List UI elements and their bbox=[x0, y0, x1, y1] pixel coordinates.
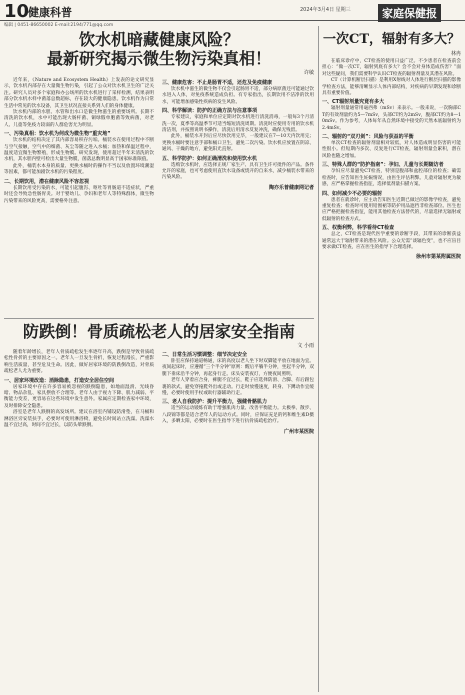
paragraph: 饮水机中滋生的微生物不仅会引起肠胃不适，部分病原菌还可能通过饮水进入人体，对免疫系统造成负担。有专家指出，长期饮用不洁净的饮用水，可能增加感染性疾病的发生风险。 bbox=[162, 87, 314, 105]
paragraph: 单次CT检查的辐射剂量相对较低，对人体造成明显伤害的可能性很小。但短期内多次、反复进行CT检查，辐射剂量会累积，潜在风险也随之增加。 bbox=[322, 141, 461, 159]
section-title-right: 家庭保健报 bbox=[378, 4, 441, 22]
paragraph: 辐射剂量通常用毫西弗（mSv）来表示。一般来说，一次胸部CT的有效剂量约为5—7mSv，头部CT约为2mSv，腹部CT约为8—10mSv。作为参考，人体每年从自然环境中接受的天然本底辐射约为2.4mSv。 bbox=[322, 106, 461, 131]
subheading: 四、如何减少不必要的辐射 bbox=[322, 190, 383, 197]
subheading: 三、健康危害：不止是肠胃不适，还危及免疫健康 bbox=[162, 80, 273, 86]
paragraph: 卧室应保持通道畅通，床的高度以老人坐下时双脚能平放在地面为宜。夜间起床时，应遵循“三个半分钟”原则：醒后平躺半分钟，坐起半分钟，双腿下垂床沿半分钟，再起身行走。床头安装夜灯，方便夜间照明。 bbox=[162, 359, 314, 377]
article-ct bbox=[322, 30, 461, 692]
subheading: 一、CT辐射剂量究竟有多大 bbox=[322, 99, 385, 106]
subheading: 二、长期饮用，潜在健康风险不容忽视 bbox=[4, 178, 90, 185]
editors-line: 编辑 | 0451-86650002 E-mail:2194/771@qq.com bbox=[4, 23, 114, 28]
subheading: 一、居家环境改造：消除隐患，打造安全居住空间 bbox=[4, 377, 115, 384]
paragraph: 在临床诊疗中，CT检查的使用日益广泛。不少患者在检查前会担心：“做一次CT，辐射到底有多大？会不会对身体造成伤害？”面对这些疑问，我们需要科学认识CT检查的辐射剂量及其潜在风险。 bbox=[322, 59, 461, 77]
article-water-title-2: 最新研究揭示微生物污染真相！ bbox=[46, 49, 271, 68]
paragraph: 此外，桶装水开封后应尽快饮用完毕，一般建议在7—10天内饮用完；更换水桶时要注意手部和桶口卫生，避免二次污染。饮水机应放置在阴凉、通风、干燥的地方，避免阳光直射。 bbox=[162, 134, 314, 153]
paragraph: 饮水机的结构决定了其内部容易积存污垢。桶装水在使用过程中不断与空气接触，空气中的细菌、灰尘等随之进入水桶；加热和保温过程中，温度适宜微生物繁殖，形成生物膜。研究发现，使用超过半年未清洗的饮水机，其水胆内壁可检出大量生物膜，菌落总数明显高于国家标准限值。 bbox=[4, 138, 154, 163]
page-number: 10 bbox=[4, 1, 30, 22]
paragraph: 总之，CT检查是现代医学重要的诊断手段，其带来的诊断获益通常远大于辐射带来的潜在风险。公众无需“谈辐色变”，也不应盲目要求做CT检查，应在医生的指导下合理选择。 bbox=[322, 232, 461, 250]
subheading: 三、老人自我防护：提升平衡力，强健骨骼肌力 bbox=[162, 399, 268, 406]
paragraph: 选购饮水机时，应选择正规厂家生产、具有卫生许可批件的产品。条件允许的家庭，也可考虑使用直饮水设备或烧开的自来水，减少桶装水带来的污染风险。 bbox=[162, 162, 314, 181]
article-water-author: 许敏 bbox=[303, 70, 314, 76]
subheading: 二、辐射的“双刃剑”：风险与获益的平衡 bbox=[322, 134, 414, 141]
paragraph: 饮水机内部的水胆、水管和出水口是微生物滋生的重要场所。长期不清洗的饮水机，水中可能出现大肠杆菌、铜绿假单胞菌等致病菌，对老人、儿童等免疫力较弱的人群危害尤为明显。 bbox=[4, 110, 154, 128]
article-falls-col1 bbox=[4, 350, 154, 429]
paragraph: 随着年龄增长，老年人骨质疏松发生率逐年升高，跌倒是导致骨质疏松性骨折的主要原因之一。老年人一旦发生骨折，恢复过程漫长，严重影响生活质量，甚至危及生命。因此，做好居家环境的防跌倒改造，对骨质疏松老人尤为重要。 bbox=[4, 350, 154, 375]
article-falls-title: 防跌倒！骨质疏松老人的居家安全指南 bbox=[22, 322, 295, 341]
article-falls-author: 文 小雨 bbox=[297, 343, 314, 349]
article-ct-author: 林冉 bbox=[450, 51, 461, 57]
article-water-title-1: 饮水机暗藏健康风险？ bbox=[78, 30, 239, 49]
date-line: 2024年3月4日 星期三 bbox=[300, 7, 351, 13]
subheading: 五、科学防护：如何正确清洗和使用饮水机 bbox=[162, 155, 258, 162]
paragraph: 近年来，《Nature and Ecosystem Health》上发表的论文研究显示，饮水机内部存在大量微生物污染，引起了公众对饮水机卫生的广泛关注。研究人员对多个家庭和办公场所的饮水机进行了采样检测，结果表明部分饮水机水样中菌落总数超标，存在较大的健康隐患。饮水机作为日常生活中常见的饮水设备，其卫生状况直接关系到人们的身体健康。 bbox=[4, 78, 154, 109]
paragraph: 专家建议，家庭和单位应定期对饮水机进行清洗消毒，一般每3个月清洗一次，夏季等高温季节可适当缩短清洗周期。清洗时应使用专用的饮水机清洁剂，并按照说明书操作，清洗后用清水反复冲洗，确保无残留。 bbox=[162, 115, 314, 134]
paragraph: 居家环境中存在许多容易被忽视的跌倒隐患，如地面湿滑、光线昏暗、物品杂乱、家具摆放不合理等。老年人由于视力下降、肌力减弱、平衡能力变差，更容易在这些环境中发生意外。家属应定期检查家中环境，及时排除安全隐患。 bbox=[4, 384, 154, 409]
subheading: 五、权衡利弊，科学看待CT检查 bbox=[322, 225, 395, 232]
article-falls bbox=[4, 322, 314, 692]
paragraph: 长期饮用受污染的水，可能引起腹泻、呕吐等胃肠道不适症状，严重时还会导致急性肠胃炎。对于婴幼儿、孕妇和老年人等特殊群体，微生物污染带来的风险更高，需要格外注意。 bbox=[4, 185, 154, 204]
paragraph: 浴室是老年人跌倒的高发场所。建议在浴室内铺设防滑垫，在马桶和淋浴区旁安装扶手，必要时可使用淋浴椅，避免长时间站立洗澡。洗澡水温不宜过高，时间不宜过长，以防头晕跌倒。 bbox=[4, 410, 154, 429]
article-ct-signature: 徐州市第某附属医院 bbox=[415, 254, 461, 261]
article-water-col2 bbox=[162, 78, 314, 191]
article-water-signature: 陶亦乐普健康网记者 bbox=[268, 184, 314, 191]
article-water bbox=[4, 30, 314, 316]
article-water-col1 bbox=[4, 78, 154, 205]
paragraph: 适当的运动锻炼有助于增强肌肉力量、改善平衡能力。太极拳、散步、八段锦等都是适合老年人的运动方式。同时，应保证充足的钙和维生素D摄入，多晒太阳，必要时在医生指导下进行抗骨质疏松治疗。 bbox=[162, 406, 314, 425]
article-falls-signature: 广州市某医院 bbox=[283, 428, 314, 435]
column-divider bbox=[318, 26, 319, 692]
section-title-left: 健康科普 bbox=[28, 6, 72, 19]
paragraph: 老年人穿着应合身，裤腿不宜过长，鞋子应选择防滑、合脚、有后跟包裹的款式，避免穿拖鞋外出或走动。行走时放慢速度，转身、下蹲动作宜缓慢，必要时使用手杖或助行器辅助行走。 bbox=[162, 378, 314, 397]
paragraph: 孕妇应尽量避免CT检查，特别是腹部和盆腔部位的检查；确需检查时，应告知医生妊娠情况，由医生评估利弊。儿童对辐射更为敏感，应严格掌握检查指征，选择低剂量扫描方案。 bbox=[322, 169, 461, 188]
subheading: 二、日常生活习惯调整：细节决定安全 bbox=[162, 352, 248, 358]
article-ct-title: 一次CT，辐射有多大？ bbox=[322, 32, 461, 47]
subheading: 一、污染真相：饮水机为何成为微生物“重灾地” bbox=[4, 131, 111, 138]
paragraph: 患者在就诊时，应主动告知医生近期已做过的影像学检查，避免重复检查；检查时可使用铅围裙等防护用品遮挡非检查部位。医生也应严格把握检查指征，能用其他检查方法替代的，尽量选择无辐射或低辐射的检查方式。 bbox=[322, 197, 461, 222]
paragraph: 此外，桶装水本身的质量、更换水桶时的操作不当以及放置环境潮湿等因素，都可能加剧饮水机的污染程度。 bbox=[4, 163, 154, 176]
section-divider bbox=[4, 318, 314, 319]
subheading: 三、特殊人群的“防护指南”：孕妇、儿童与长期随访者 bbox=[322, 162, 444, 169]
subheading: 四、科学解读：防护的正确方法与注意事项 bbox=[162, 108, 258, 115]
masthead bbox=[0, 0, 465, 21]
article-falls-col2 bbox=[162, 350, 314, 435]
paragraph: CT（计算机断层扫描）是利用X射线对人体进行断层扫描的影像学检查方法，能够清晰显示人体内部结构，对疾病的早期发现和诊断具有重要价值。 bbox=[322, 78, 461, 97]
